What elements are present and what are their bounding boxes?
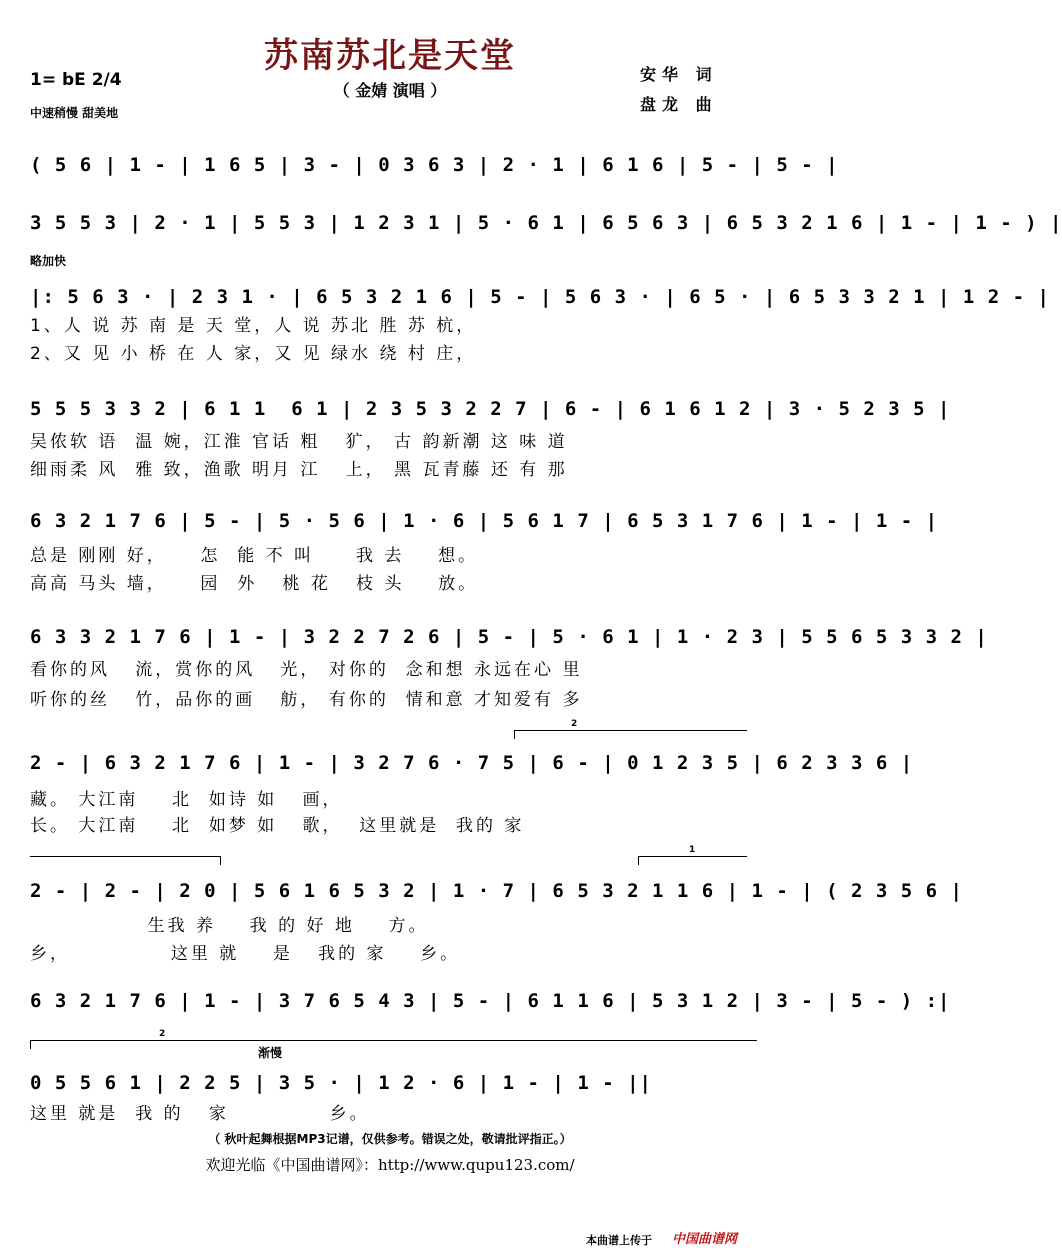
score-line-5: 6 3 2 1 7 6 | 5 - | 5 · 5 6 | 1 · 6 | 5 6 1 7 | 6 5 3 1 7 6 | 1 - | 1 - | [30,510,939,532]
performer-subtitle: （ 金婧 演唱 ） [333,81,447,100]
key-signature: 1= bE 2/4 [30,70,122,90]
page-title: 苏南苏北是天堂 [264,36,516,76]
lyric-line-8-verse-2: 乡， 这里 就 是 我的 家 乡。 [30,944,461,964]
welcome-link-text[interactable]: 欢迎光临《中国曲谱网》：http://www.qupu123.com/ [205,1156,575,1174]
lyric-line-3-verse-2: 2、又 见 小 桥 在 人 家，又 见 绿水 绕 村 庄， [30,344,477,364]
lyric-line-7-verse-2: 长。 大江南 北 如梦 如 歌， 这里就是 我的 家 [30,816,525,836]
volta-bracket-continuation [30,856,221,865]
transcription-note: （ 秋叶起舞根据MP3记谱，仅供参考。错误之处，敬请批评指正。） [208,1132,572,1146]
score-line-1: ( 5 6 | 1 - | 1 6 5 | 3 - | 0 3 6 3 | 2 · 1 | 6 1 6 | 5 - | 5 - | [30,154,839,176]
lyric-line-6-verse-2: 听你的丝 竹，品你的画 舫， 有你的 情和意 才知爱有 多 [30,690,583,710]
composer-credit: 盘龙 曲 [640,95,718,114]
tempo-annotation-faster: 略加快 [30,254,67,268]
volta-bracket-final-ending: 2 [30,1040,757,1049]
lyric-line-4-verse-1: 吴侬软 语 温 婉，江淮 官话 粗 犷， 古 韵新潮 这 味 道 [30,432,568,452]
lyric-line-8-verse-1: 生我 养 我 的 好 地 方。 [30,916,429,936]
score-line-8: 2 - | 2 - | 2 0 | 5 6 1 6 5 3 2 | 1 · 7 | 6 5 3 2 1 1 6 | 1 - | ( 2 3 5 6 | [30,880,963,902]
score-line-10: 0 5 5 6 1 | 2 2 5 | 3 5 · | 1 2 · 6 | 1 - | 1 - || [30,1072,652,1094]
lyricist-credit: 安华 词 [640,65,718,84]
score-line-6: 6 3 3 2 1 7 6 | 1 - | 3 2 2 7 2 6 | 5 - | 5 · 6 1 | 1 · 2 3 | 5 5 6 5 3 3 2 | [30,626,988,648]
lyric-line-4-verse-2: 细雨柔 风 雅 致，渔歌 明月 江 上， 黑 瓦青藤 还 有 那 [30,460,568,480]
lyric-line-5-verse-2: 高高 马头 墙， 园 外 桃 花 枝 头 放。 [30,574,479,594]
volta-bracket-first-ending: 1 [638,856,747,865]
site-logo: 中国曲谱网 [672,1232,738,1247]
upload-credit: 本曲谱上传于 [586,1234,652,1247]
score-line-3: |: 5 6 3 · | 2 3 1 · | 6 5 3 2 1 6 | 5 - | 5 6 3 · | 6 5 · | 6 5 3 3 2 1 | 1 2 - | [30,286,1050,308]
volta-bracket-second-ending: 2 [514,730,747,739]
tempo-marking: 中速稍慢 甜美地 [30,106,119,120]
lyric-line-6-verse-1: 看你的风 流，赏你的风 光， 对你的 念和想 永远在心 里 [30,660,583,680]
lyric-line-3-verse-1: 1、人 说 苏 南 是 天 堂，人 说 苏北 胜 苏 杭， [30,316,477,336]
tempo-annotation-slower: 渐慢 [258,1046,283,1060]
lyric-line-5-verse-1: 总是 刚刚 好， 怎 能 不 叫 我 去 想。 [30,546,479,566]
lyric-line-10: 这里 就是 我 的 家 乡。 [30,1104,370,1124]
score-line-4: 5 5 5 3 3 2 | 6 1 1 6 1 | 2 3 5 3 2 2 7 | 6 - | 6 1 6 1 2 | 3 · 5 2 3 5 | [30,398,951,420]
score-line-7: 2 - | 6 3 2 1 7 6 | 1 - | 3 2 7 6 · 7 5 | 6 - | 0 1 2 3 5 | 6 2 3 3 6 | [30,752,914,774]
lyric-line-7-verse-1: 藏。 大江南 北 如诗 如 画， [30,790,343,810]
score-line-9: 6 3 2 1 7 6 | 1 - | 3 7 6 5 4 3 | 5 - | 6 1 1 6 | 5 3 1 2 | 3 - | 5 - ) :| [30,990,951,1012]
score-line-2: 3 5 5 3 | 2 · 1 | 5 5 3 | 1 2 3 1 | 5 · 6 1 | 6 5 6 3 | 6 5 3 2 1 6 | 1 - | 1 - ) | [30,212,1062,234]
